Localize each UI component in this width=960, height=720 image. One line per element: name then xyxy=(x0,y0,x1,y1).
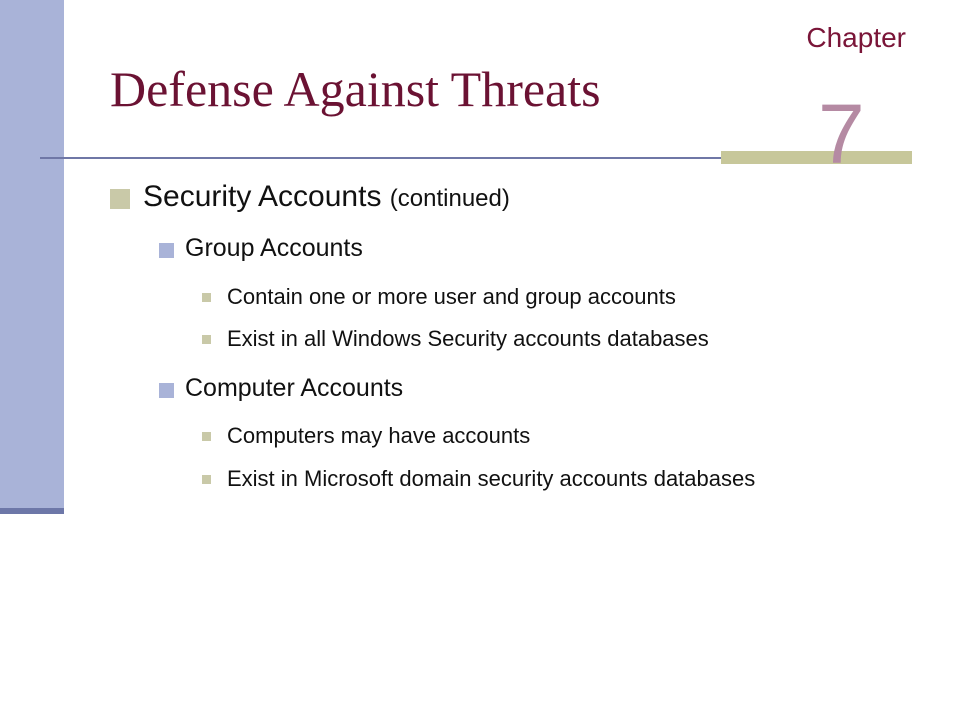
bullet-marker-level3 xyxy=(202,432,211,441)
chapter-label: Chapter xyxy=(806,22,906,53)
bullet-computer-item-1: Computers may have accounts xyxy=(227,423,531,448)
bullet-marker-level3 xyxy=(202,293,211,302)
bullet-computer-item-2: Exist in Microsoft domain security accounts databases xyxy=(227,466,756,491)
bullet-group-accounts: Group Accounts xyxy=(185,234,363,262)
bullet-marker-level3 xyxy=(202,335,211,344)
bullet-computer-accounts: Computer Accounts xyxy=(185,374,404,402)
bullet-text: Security Accounts xyxy=(143,180,382,213)
chapter-number: 7 xyxy=(818,87,865,181)
bullet-security-accounts xyxy=(143,180,510,214)
bullet-marker-level1 xyxy=(110,189,130,209)
bullet-group-item-1: Contain one or more user and group accounts xyxy=(227,284,676,309)
bullet-marker-level2 xyxy=(159,243,174,258)
bullet-note: (continued) xyxy=(389,185,510,212)
bullet-marker-level3 xyxy=(202,475,211,484)
bullet-marker-level2 xyxy=(159,383,174,398)
bullet-group-item-2: Exist in all Windows Security accounts databases xyxy=(227,326,709,351)
slide-title: Defense Against Threats xyxy=(110,61,601,117)
